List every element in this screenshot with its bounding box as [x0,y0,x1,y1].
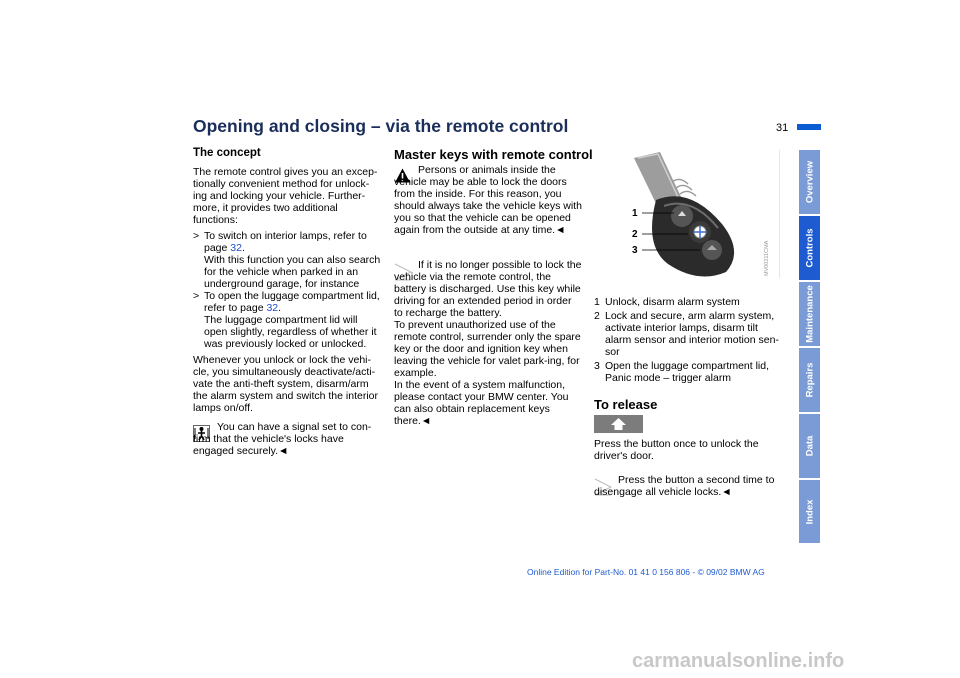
watermark: carmanualsonline.info [632,650,845,672]
page-number: 31 [776,122,789,134]
tab-controls[interactable]: Controls [799,216,820,280]
page-link[interactable]: 32 [230,242,242,254]
remote-key-image [594,150,780,278]
page-link[interactable]: 32 [266,302,279,314]
legend-item: 3 Open the luggage compartment lid, Panic mode – trigger alarm [594,360,770,384]
master-notes [394,259,583,427]
callout-2: 2 [632,229,638,240]
release-note: Press the button a second time to disengage all vehicle locks.◄ [594,474,775,498]
legend-item: 2 Lock and secure, arm alarm system, activate interior lamps, disarm tilt alarm sensor and interior motion sen-sor [594,310,779,358]
concept-intro: The remote control gives you an excep-tionally convenient method for unlock-ing and locking your vehicle. Further-more, it provides two additional functions: [193,166,378,226]
master-note-2: To prevent unauthorized use of the remote control, surrender only the spare key or the door and ignition key when leaving the vehicle for valet park-ing, for example. [394,319,581,379]
page-number-bar [797,124,821,130]
tab-maintenance[interactable]: Maintenance [799,282,820,346]
figure-code: MV00211CMA [764,240,770,276]
concept-heading: The concept [193,147,261,159]
master-warning: Persons or animals inside the vehicle may be able to lock the doors from the inside. For this reason, you should always take the vehicle keys with you so that the vehicle can be opened again from the outside at any time.◄ [394,164,582,236]
tab-data[interactable]: Data [799,414,820,478]
callout-1: 1 [632,208,638,219]
callout-3: 3 [632,245,638,256]
footer: Online Edition for Part-No. 01 41 0 156 806 - © 09/02 BMW AG [527,567,765,577]
unlock-button-icon [594,415,643,433]
legend-item: 1 Unlock, disarm alarm system [594,296,740,308]
tab-repairs[interactable]: Repairs [799,348,820,412]
release-paragraph: Press the button once to unlock the driver's door. [594,438,759,462]
chapter-tabs [799,150,820,543]
concept-paragraph: Whenever you unlock or lock the vehi-cle, you simultaneously deactivate/acti-vate the anti-theft system, disarm/arm the alarm system and switch the interior lamps on/off. [193,354,378,414]
concept-note: You can have a signal set to con-firm that the vehicle's locks have engaged securely.◄ [193,421,372,457]
master-note-1: If it is no longer possible to lock the vehicle via the remote control, the battery is discharged. Use this key while driving for an extended period in order to recharge the battery. [394,259,582,319]
tab-index[interactable]: Index [799,480,820,543]
figure-legend [594,296,783,384]
concept-bullet-2: > To open the luggage compartment lid, refer to page 32. The luggage compartment lid will open slightly, regardless of whether it was previously locked or unlocked. [193,290,382,350]
concept-body [193,166,382,414]
master-note-3: In the event of a system malfunction, please contact your BMW center. You can also obtain replacement keys there.◄ [394,379,569,427]
page-title: Opening and closing – via the remote control [193,116,569,136]
tab-overview[interactable]: Overview [799,150,820,214]
release-heading: To release [594,397,658,412]
master-keys-heading: Master keys with remote control [394,147,593,162]
concept-bullet-1: > To switch on interior lamps, refer to page 32. With this function you can also search for the vehicle when parked in an underground garage, for instance [193,230,382,290]
